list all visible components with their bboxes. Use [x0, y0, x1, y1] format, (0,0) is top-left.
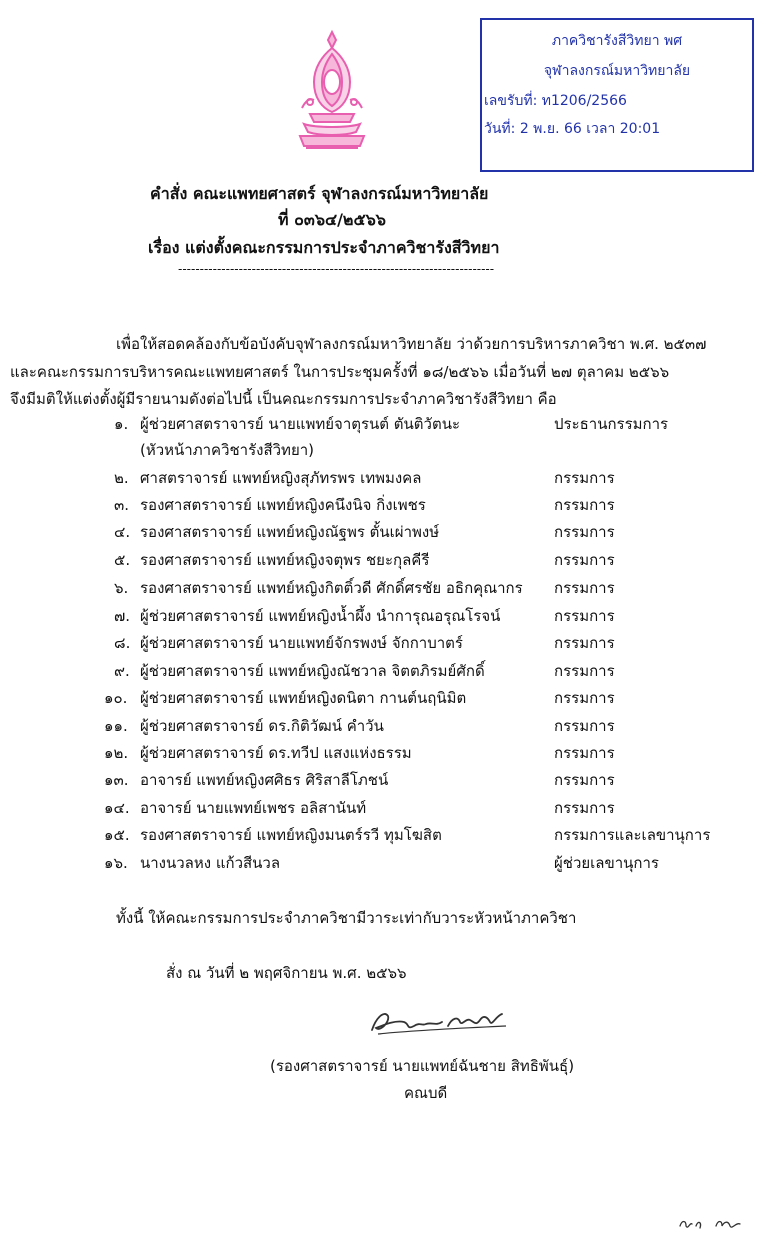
order-date: สั่ง ณ วันที่ ๒ พฤศจิกายน พ.ศ. ๒๕๖๖: [166, 964, 407, 982]
member-note: (หัวหน้าภาควิชารังสีวิทยา): [140, 441, 315, 459]
member-name: ผู้ช่วยศาสตราจารย์ ดร.กิติวัฒน์ คำวัน: [140, 717, 384, 735]
member-row: [0, 466, 768, 493]
member-name: รองศาสตราจารย์ แพทย์หญิงกิตติ์วดี ศักดิ์ศรชัย อธิกคุณากร: [140, 579, 523, 597]
member-number: ๑๑.: [104, 717, 128, 735]
member-role: กรรมการ: [554, 689, 615, 707]
member-name: ผู้ช่วยศาสตราจารย์ แพทย์หญิงณัชวาล จิตตภิรมย์ศักดิ์: [140, 662, 485, 680]
member-row-note: [0, 438, 768, 465]
member-name: ผู้ช่วยศาสตราจารย์ นายแพทย์จาตุรนต์ ตันติวัตนะ: [140, 415, 461, 433]
member-role: กรรมการ: [554, 744, 615, 762]
intro-line-2: และคณะกรรมการบริหารคณะแพทยศาสตร์ ในการประชุมครั้งที่ ๑๘/๒๕๖๖ เมื่อวันที่ ๒๗ ตุลาคม ๒๕๖๖: [10, 363, 670, 381]
member-row: [0, 714, 768, 741]
member-number: ๕.: [114, 551, 131, 569]
member-name: ผู้ช่วยศาสตราจารย์ ดร.ทวีป แสงแห่งธรรม: [140, 744, 412, 762]
member-name: ผู้ช่วยศาสตราจารย์ นายแพทย์จักรพงษ์ จักกาบาตร์: [140, 634, 463, 652]
member-name: อาจารย์ นายแพทย์เพชร อลิสานันท์: [140, 799, 367, 817]
member-row: [0, 412, 768, 439]
member-number: ๖.: [114, 579, 129, 597]
member-name: ผู้ช่วยศาสตราจารย์ แพทย์หญิงดนิตา กานต์นฤนิมิต: [140, 689, 467, 707]
signer-name: (รองศาสตราจารย์ นายแพทย์ฉันชาย สิทธิพันธุ์): [270, 1057, 575, 1075]
stamp-department: ภาควิชารังสีวิทยา พศ: [551, 33, 683, 49]
member-row: [0, 493, 768, 520]
member-number: ๑.: [114, 415, 129, 433]
member-name: รองศาสตราจารย์ แพทย์หญิงคนึงนิจ กิ่งเพชร: [140, 496, 426, 514]
member-number: ๑๔.: [104, 799, 130, 817]
member-name: รองศาสตราจารย์ แพทย์หญิงจตุพร ชยะกุลคีรี: [140, 551, 430, 569]
stamp-receipt-number: เลขรับที่: ท1206/2566: [484, 93, 627, 109]
member-role: กรรมการ: [554, 551, 615, 569]
stamp-university: จุฬาลงกรณ์มหาวิทยาลัย: [543, 63, 691, 79]
member-row: [0, 823, 768, 850]
member-row: [0, 851, 768, 878]
member-role: กรรมการและเลขานุการ: [554, 826, 711, 844]
member-name: ผู้ช่วยศาสตราจารย์ แพทย์หญิงน้ำผึ้ง นำการุณอรุณโรจน์: [140, 607, 501, 625]
member-number: ๑๖.: [104, 854, 128, 872]
member-row: [0, 659, 768, 686]
member-role: กรรมการ: [554, 662, 615, 680]
member-role: กรรมการ: [554, 799, 615, 817]
member-role: กรรมการ: [554, 717, 615, 735]
member-role: กรรมการ: [554, 771, 615, 789]
member-row: [0, 604, 768, 631]
member-number: ๓.: [114, 496, 130, 514]
member-row: [0, 686, 768, 713]
header-divider: -------------------------------------------------------------------------: [178, 262, 495, 276]
member-role: กรรมการ: [554, 634, 615, 652]
member-role: กรรมการ: [554, 469, 615, 487]
member-number: ๑๐.: [104, 689, 128, 707]
signer-position: คณบดี: [404, 1084, 448, 1102]
order-title: คำสั่ง คณะแพทยศาสตร์ จุฬาลงกรณ์มหาวิทยาลัย: [150, 184, 489, 203]
member-number: ๗.: [114, 607, 131, 625]
member-row: [0, 796, 768, 823]
handwritten-initials-icon: [676, 1212, 748, 1234]
member-role: กรรมการ: [554, 523, 615, 541]
intro-line-1: เพื่อให้สอดคล้องกับข้อบังคับจุฬาลงกรณ์มหาวิทยาลัย ว่าด้วยการบริหารภาควิชา พ.ศ. ๒๕๓๗: [116, 335, 707, 353]
member-name: รองศาสตราจารย์ แพทย์หญิงณัฐพร ตั้นเผ่าพงษ์: [140, 523, 440, 541]
member-role: ประธานกรรมการ: [554, 415, 669, 433]
member-number: ๔.: [114, 523, 131, 541]
member-number: ๑๕.: [104, 826, 130, 844]
member-name: ศาสตราจารย์ แพทย์หญิงสุภัทรพร เทพมงคล: [140, 469, 422, 487]
receipt-stamp: [480, 18, 754, 172]
member-number: ๑๒.: [104, 744, 129, 762]
university-emblem-icon: [296, 28, 368, 156]
member-row: [0, 576, 768, 603]
member-role: ผู้ช่วยเลขานุการ: [554, 854, 659, 872]
member-role: กรรมการ: [554, 607, 615, 625]
member-number: ๘.: [114, 634, 131, 652]
term-statement: ทั้งนี้ ให้คณะกรรมการประจำภาควิชามีวาระเท่ากับวาระหัวหน้าภาควิชา: [116, 909, 577, 927]
member-number: ๙.: [114, 662, 130, 680]
member-row: [0, 631, 768, 658]
stamp-date-time: วันที่: 2 พ.ย. 66 เวลา 20:01: [484, 121, 661, 137]
member-row: [0, 520, 768, 547]
member-name: รองศาสตราจารย์ แพทย์หญิงมนตร์รวี ทุมโฆสิต: [140, 826, 442, 844]
member-number: ๑๓.: [104, 771, 129, 789]
member-row: [0, 548, 768, 575]
order-subject: เรื่อง แต่งตั้งคณะกรรมการประจำภาควิชารังสีวิทยา: [148, 238, 500, 257]
dean-signature-icon: [366, 1000, 516, 1040]
order-number: ที่ ๐๓๖๔/๒๕๖๖: [278, 210, 386, 229]
member-name: อาจารย์ แพทย์หญิงศศิธร ศิริสาลีโภชน์: [140, 771, 389, 789]
member-role: กรรมการ: [554, 496, 615, 514]
intro-line-3: จึงมีมติให้แต่งตั้งผู้มีรายนามดังต่อไปนี้ เป็นคณะกรรมการประจำภาควิชารังสีวิทยา คือ: [10, 390, 557, 408]
member-row: [0, 768, 768, 795]
member-name: นางนวลหง แก้วสีนวล: [140, 854, 281, 872]
member-row: [0, 741, 768, 768]
member-role: กรรมการ: [554, 579, 615, 597]
member-number: ๒.: [114, 469, 129, 487]
